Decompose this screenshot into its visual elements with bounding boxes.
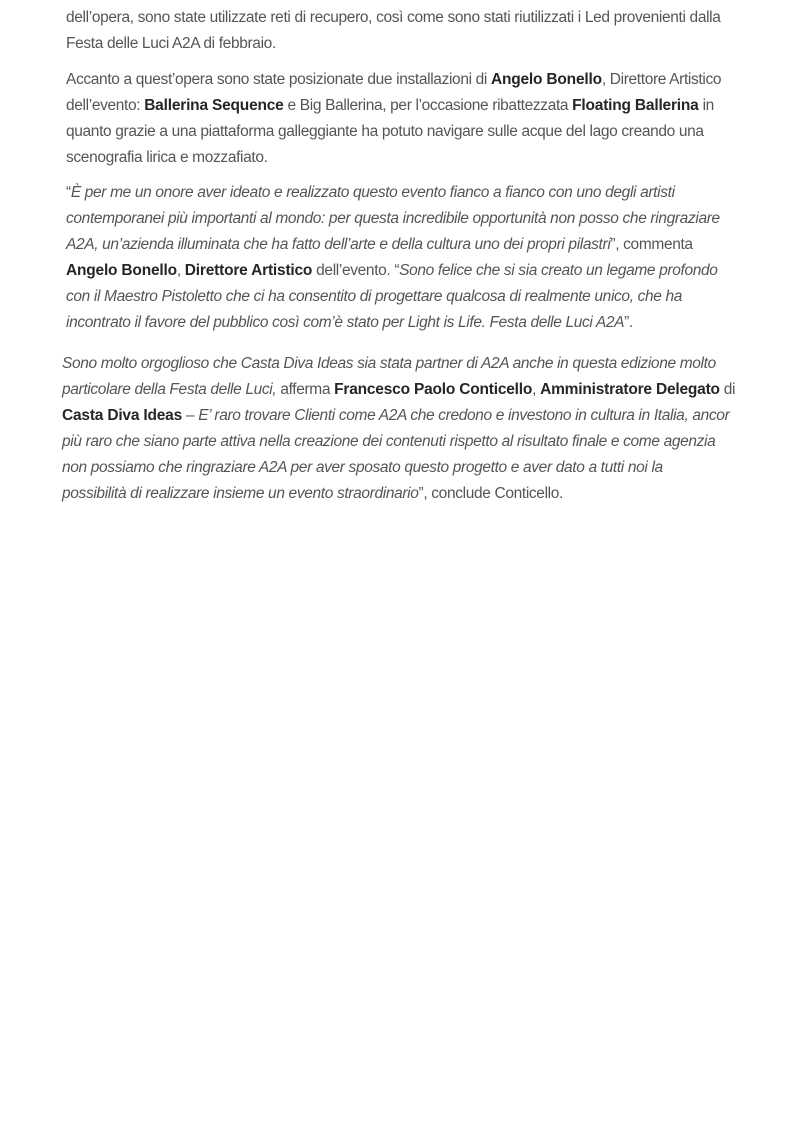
company-name-bold: Casta Diva Ideas xyxy=(62,407,183,424)
quote-text: contemporanei più importanti al mondo: per questa incredibile opportunità non posso che ringraziare xyxy=(66,210,720,227)
quote-text: più raro che siano parte attiva nella creazione dei contenuti rispetto al risultato finale e come agenzia xyxy=(62,433,716,450)
person-name-bold: Angelo Bonello xyxy=(490,71,602,88)
quote-text: E’ raro trovare Clienti come A2A che credono e investono in cultura in Italia, ancor xyxy=(198,407,730,424)
quote-text: È per me un onore aver ideato e realizzato questo evento fianco a fianco con uno degli artisti xyxy=(70,184,675,201)
text-span: scenografia lirica e mozzafiato. xyxy=(66,149,268,166)
text-line xyxy=(62,377,735,403)
text-line xyxy=(66,145,721,171)
text-span: dell’opera, sono state utilizzate reti di recupero, così come sono stati riutilizzati i Led provenienti dalla xyxy=(66,9,721,26)
text-span: Accanto a quest’opera sono state posizionate due installazioni di xyxy=(66,71,491,88)
quote-text: Sono molto orgoglioso che Casta Diva Ideas sia stata partner di A2A anche in questa edizione molto xyxy=(62,355,716,372)
quote-text: particolare della Festa delle Luci, xyxy=(62,381,277,398)
person-name-bold: Angelo Bonello xyxy=(66,262,177,279)
quote-mark: ”. xyxy=(624,314,633,331)
text-line xyxy=(66,206,720,232)
paragraph-installations xyxy=(66,67,721,171)
text-span: – xyxy=(182,407,199,424)
quote-text: non possiamo che ringraziare A2A per aver sposato questo progetto e aver dato a tutti noi la xyxy=(62,459,663,476)
text-line xyxy=(66,310,720,336)
paragraph-conticello-quote xyxy=(62,351,735,507)
text-span: di xyxy=(719,381,736,398)
text-span: Festa delle Luci A2A di febbraio. xyxy=(66,35,276,52)
text-span: ”, conclude Conticello. xyxy=(418,485,563,502)
text-line xyxy=(62,351,735,377)
quote-text: possibilità di realizzare insieme un evento straordinario xyxy=(62,485,419,502)
quote-mark: “ xyxy=(66,184,71,201)
text-span: , Direttore Artistico xyxy=(601,71,722,88)
quote-text: con il Maestro Pistoletto che ci ha consentito di progettare qualcosa di realmente unico, che ha xyxy=(66,288,683,305)
text-span: ”, commenta xyxy=(610,236,693,253)
text-line xyxy=(62,429,735,455)
quote-text: A2A, un’azienda illuminata che ha fatto dell’arte e della cultura uno dei propri pilastri xyxy=(66,236,611,253)
role-bold: Amministratore Delegato xyxy=(540,381,720,398)
text-span: dell’evento. “ xyxy=(312,262,400,279)
text-line xyxy=(66,180,720,206)
text-span: dell’evento: xyxy=(66,97,145,114)
text-line xyxy=(66,119,721,145)
text-span: afferma xyxy=(276,381,335,398)
text-line xyxy=(62,455,735,481)
text-span: , xyxy=(532,381,541,398)
text-span: , xyxy=(176,262,185,279)
text-span: quanto grazie a una piattaforma galleggiante ha potuto navigare sulle acque del lago creando una xyxy=(66,123,704,140)
text-line xyxy=(66,284,720,310)
paragraph-recycled-materials xyxy=(66,5,721,57)
quote-text: Sono felice che si sia creato un legame profondo xyxy=(399,262,718,279)
text-span: in xyxy=(698,97,714,114)
text-line xyxy=(66,232,720,258)
person-name-bold: Francesco Paolo Conticello xyxy=(334,381,533,398)
paragraph-bonello-quote xyxy=(66,180,720,336)
text-line xyxy=(66,93,721,119)
artwork-name-bold: Ballerina Sequence xyxy=(144,97,284,114)
quote-text: incontrato il favore del pubblico così com’è stato per Light is Life. Festa delle Luci A2A xyxy=(66,314,625,331)
text-line xyxy=(62,403,735,429)
text-line xyxy=(66,31,721,57)
artwork-name-bold: Floating Ballerina xyxy=(572,97,699,114)
text-line xyxy=(62,481,735,507)
text-line xyxy=(66,67,721,93)
text-line xyxy=(66,5,721,31)
text-line xyxy=(66,258,720,284)
text-span: e Big Ballerina, per l’occasione ribattezzata xyxy=(283,97,573,114)
role-bold: Direttore Artistico xyxy=(184,262,313,279)
